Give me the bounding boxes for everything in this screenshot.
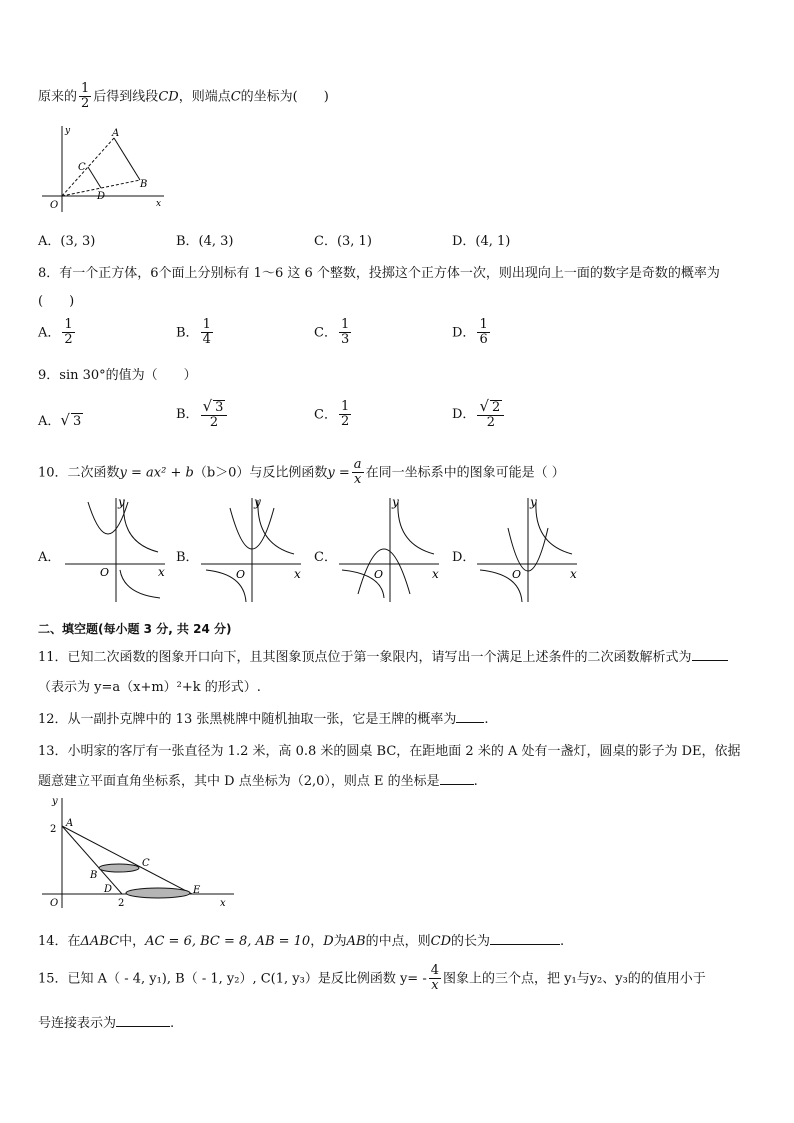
svg-text:O: O	[374, 568, 384, 581]
svg-text:y: y	[118, 495, 125, 509]
q8-option-c[interactable]: C． $\frac{1}{3}$	[314, 317, 350, 348]
q8-option-d[interactable]: D． $\frac{1}{6}$	[452, 317, 488, 348]
q8-option-a[interactable]: A． $\frac{1}{2}$	[38, 317, 73, 348]
q7-label-x: x	[156, 199, 162, 209]
q13-shadow	[126, 888, 190, 898]
svg-text:y: y	[392, 495, 399, 509]
q7-text-mid: 后得到线段	[93, 89, 159, 105]
q7-label-y: y	[65, 126, 71, 136]
q8-stem: 8．有一个正方体，6个面上分别标有 1～6 这 6 个整数，投掷这个正方体一次，则出现向上一面的数字是奇数的概率为	[38, 266, 720, 281]
q10-graph-b	[196, 494, 306, 606]
q7-stem-line	[38, 82, 329, 112]
q13-table-top	[99, 864, 139, 872]
q10-option-d-label[interactable]: D．	[452, 550, 476, 565]
q7-option-c[interactable]: C．(3, 1)	[314, 234, 372, 249]
svg-text:y: y	[530, 495, 537, 509]
q13-answer-blank[interactable]	[440, 784, 474, 785]
q13-line-ae	[62, 826, 192, 894]
q13-label-y: y	[52, 796, 58, 807]
q15-answer-blank[interactable]	[116, 1026, 170, 1027]
q13-label-2y: 2	[50, 824, 57, 835]
q15-stem-line2: 号连接表示为 .	[38, 1016, 175, 1031]
q13-stem: 13．小明家的客厅有一张直径为 1.2 米，高 0.8 米的圆桌 BC，在距地面 2 米的 A 处有一盏灯，圆桌的影子为 DE，依据	[38, 744, 741, 759]
q9-option-b[interactable]: B． $\frac{√ 3}{2}$	[176, 398, 229, 431]
q9-option-c[interactable]: C． $\frac{1}{2}$	[314, 399, 350, 430]
q13-figure	[38, 794, 238, 914]
q13-label-o: O	[50, 898, 59, 909]
q10-option-a-label[interactable]: A．	[38, 550, 61, 565]
q9-stem: 9．sin 30°的值为（ ）	[38, 368, 197, 383]
q10-stem: 10．二次函数y = ax² + b（b＞0）与反比例函数y = $\frac{a}{x}$ 在同一坐标系中的图象可能是（ ）	[38, 457, 565, 488]
q12-stem: 12．从一副扑克牌中的 13 张黑桃牌中随机抽取一张，它是王牌的概率为 .	[38, 712, 489, 727]
q7-label-o: O	[50, 200, 59, 211]
q10-graph-d	[472, 494, 582, 606]
q12-answer-blank[interactable]	[456, 722, 484, 723]
q7-label-a: A	[112, 128, 120, 139]
q14-answer-blank[interactable]	[490, 944, 560, 945]
q9-option-a[interactable]: A．√ 3	[38, 411, 82, 429]
q11-stem: 11．已知二次函数的图象开口向下，且其图象顶点位于第一象限内，请写出一个满足上述条件的二次函数解析式为	[38, 646, 728, 665]
svg-text:x: x	[158, 565, 165, 579]
q14-stem: 14．在ΔABC中，AC = 6, BC = 8, AB = 10，D为AB的中点，则CD的长为 .	[38, 934, 565, 949]
q7-figure	[38, 124, 168, 214]
q9-option-d[interactable]: D． $\frac{√ 2}{2}$	[452, 398, 506, 431]
q11-answer-blank[interactable]	[692, 660, 728, 661]
q13-label-c: C	[142, 858, 150, 869]
q10-option-c-label[interactable]: C．	[314, 550, 337, 565]
svg-text:x: x	[570, 567, 577, 581]
svg-text:O: O	[100, 566, 110, 579]
svg-text:x: x	[432, 567, 439, 581]
q7-label-b: B	[140, 179, 148, 190]
q7-label-c: C	[78, 162, 86, 173]
q13-label-a: A	[66, 818, 74, 829]
q7-seg-cd: CD	[158, 89, 179, 105]
q13-line-ad	[62, 826, 122, 894]
q15-stem: 15．已知 A（ - 4, y₁), B（ - 1, y₂）, C(1, y₃）是反比例函数 y= - $\frac{4}{x}$ 图象上的三个点，把 y₁与y₂、y₃的的值用小于	[38, 963, 706, 994]
q10-reciprocal-lhs: y =	[327, 465, 350, 481]
q7-option-b[interactable]: B．(4, 3)	[176, 234, 234, 249]
q7-text-tail: ，则端点	[178, 89, 231, 105]
q13-label-d: D	[104, 884, 113, 895]
q13-stem-line2: 题意建立平面直角坐标系，其中 D 点坐标为（2,0），则点 E 的坐标是 .	[38, 774, 478, 789]
section-title-fill-in: 二、填空题(每小题 3 分, 共 24 分)	[38, 622, 232, 636]
q13-label-b: B	[90, 870, 98, 881]
q7-text-start: 原来的	[38, 89, 78, 105]
q13-label-x: x	[220, 898, 226, 909]
q10-graph-c	[334, 494, 444, 606]
q7-label-d: D	[97, 191, 106, 202]
q10-option-b-label[interactable]: B．	[176, 550, 199, 565]
svg-text:O: O	[236, 568, 246, 581]
q13-label-e: E	[193, 885, 201, 896]
q7-point-c: C	[230, 89, 241, 105]
q7-text-tail2: 的坐标为( )	[240, 89, 329, 105]
svg-text:y: y	[254, 495, 261, 509]
q7-option-d[interactable]: D．(4, 1)	[452, 234, 511, 249]
q10-graph-a	[60, 494, 170, 606]
q7-line-ab	[114, 138, 140, 180]
svg-text:x: x	[294, 567, 301, 581]
q11-stem-line2: （表示为 y=a（x+m）²+k 的形式）.	[38, 680, 261, 695]
q13-label-2x: 2	[118, 898, 125, 909]
q10-quadratic: y = ax² + b	[119, 465, 194, 481]
q8-stem-paren: ( )	[38, 294, 75, 309]
q8-option-b[interactable]: B． $\frac{1}{4}$	[176, 317, 211, 348]
q7-fraction: $\frac{1}{2}$	[81, 81, 90, 112]
svg-text:O: O	[512, 568, 522, 581]
q7-option-a[interactable]: A．(3, 3)	[38, 234, 96, 249]
q7-line-cd	[88, 167, 101, 188]
